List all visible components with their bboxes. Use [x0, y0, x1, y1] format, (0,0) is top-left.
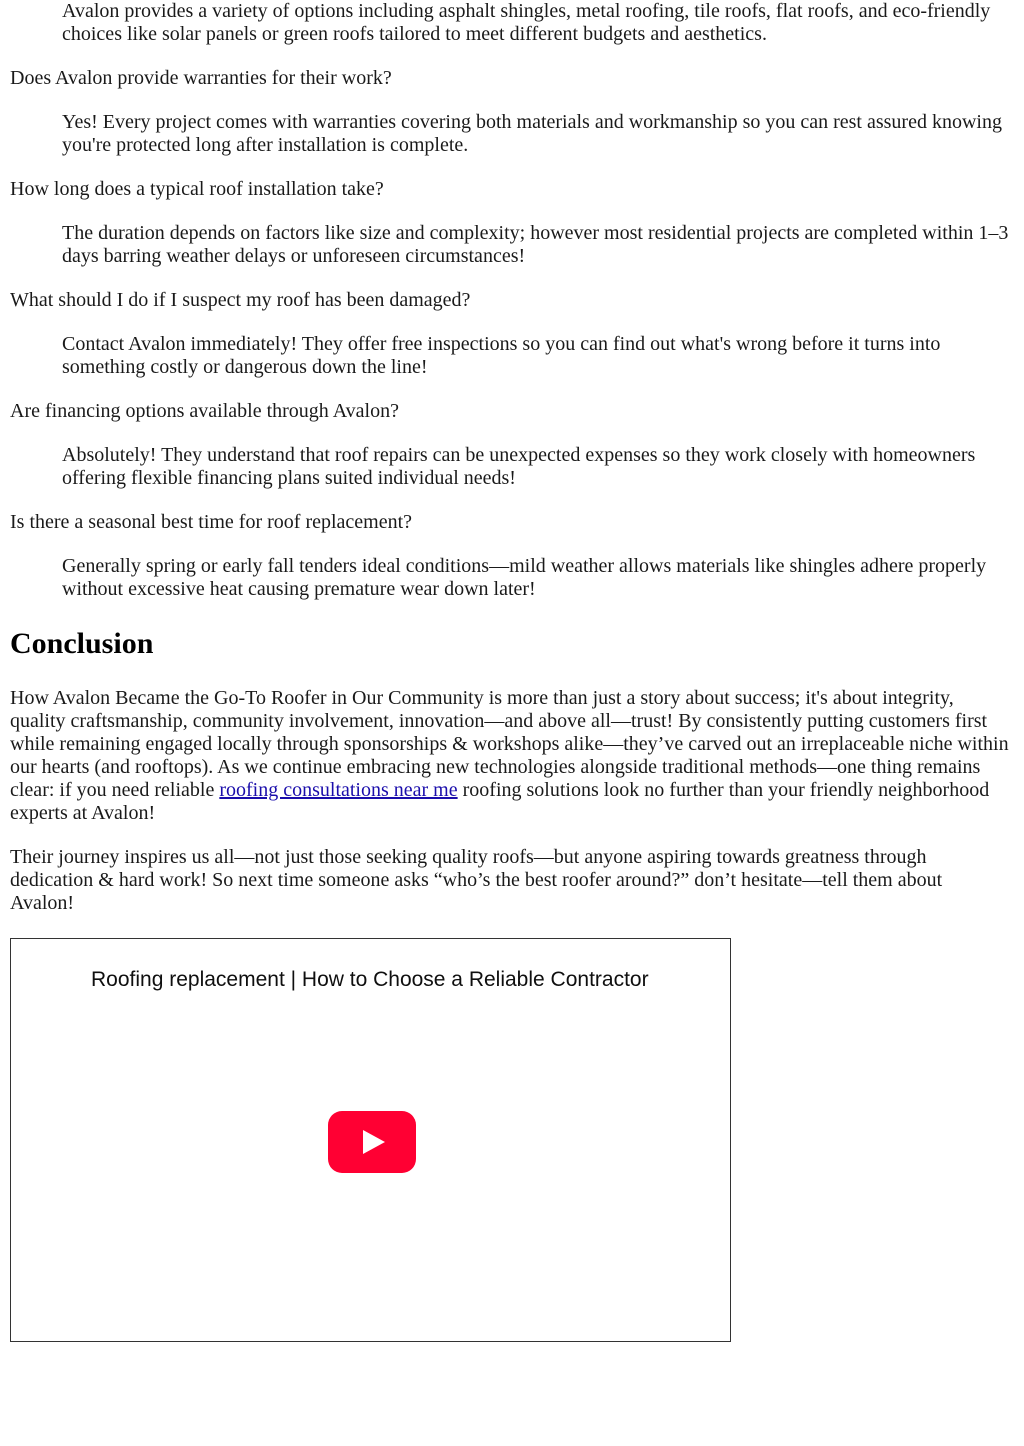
faq-answer-2: Yes! Every project comes with warranties covering both materials and workmanship so you can rest assured knowing you're protected long after installation is complete. [62, 111, 1002, 156]
faq-question-4: What should I do if I suspect my roof has been damaged? [10, 289, 471, 311]
conclusion-paragraph-2: Their journey inspires us all—not just those seeking quality roofs—but anyone aspiring towards greatness through dedication & hard work! So next time someone asks “who’s the best roofer around?” don’t hesitate—tell them about Avalon! [10, 846, 943, 914]
faq-answer-3: The duration depends on factors like size and complexity; however most residential projects are completed within 1–3 days barring weather delays or unforeseen circumstances! [62, 222, 1009, 267]
faq-answer-1: Avalon provides a variety of options including asphalt shingles, metal roofing, tile roofs, flat roofs, and eco-friendly choices like solar panels or green roofs tailored to meet different budgets and aesthetics. [62, 0, 991, 45]
faq-list [10, 0, 1010, 601]
youtube-play-icon [328, 1111, 416, 1173]
faq-question-2: Does Avalon provide warranties for their work? [10, 67, 392, 89]
faq-question-6: Is there a seasonal best time for roof replacement? [10, 511, 413, 533]
conclusion-paragraph-1 [10, 687, 1010, 825]
faq-answer-4: Contact Avalon immediately! They offer free inspections so you can find out what's wrong before it turns into something costly or dangerous down the line! [62, 333, 941, 378]
conclusion-heading: Conclusion [10, 627, 154, 660]
video-title[interactable]: Roofing replacement | How to Choose a Reliable Contractor [91, 968, 649, 991]
faq-answer-5: Absolutely! They understand that roof repairs can be unexpected expenses so they work closely with homeowners offering flexible financing plans suited individual needs! [62, 444, 976, 489]
youtube-video-embed[interactable] [10, 938, 731, 1342]
faq-question-5: Are financing options available through Avalon? [10, 400, 399, 422]
roofing-consultations-link[interactable]: roofing consultations near me [219, 779, 458, 801]
faq-answer-6: Generally spring or early fall tenders ideal conditions—mild weather allows materials like shingles adhere properly without excessive heat causing premature wear down later! [62, 555, 987, 600]
faq-question-3: How long does a typical roof installation take? [10, 178, 384, 200]
article-content [10, 0, 1010, 915]
play-button[interactable] [328, 1111, 416, 1173]
conclusion-text-after-link: roofing solutions look no further than your friendly neighborhood experts at Avalon! [10, 779, 990, 824]
conclusion-text-before-link: How Avalon Became the Go-To Roofer in Our Community is more than just a story about success; it's about integrity, quality craftsmanship, community involvement, innovation—and above all—trust! By consistently putting customers first while remaining engaged locally through sponsorships & workshops alike—they’ve carved out an irreplaceable niche within our hearts (and rooftops). As we continue embracing new technologies alongside traditional methods—one thing remains clear: if you need reliable [10, 687, 1009, 801]
